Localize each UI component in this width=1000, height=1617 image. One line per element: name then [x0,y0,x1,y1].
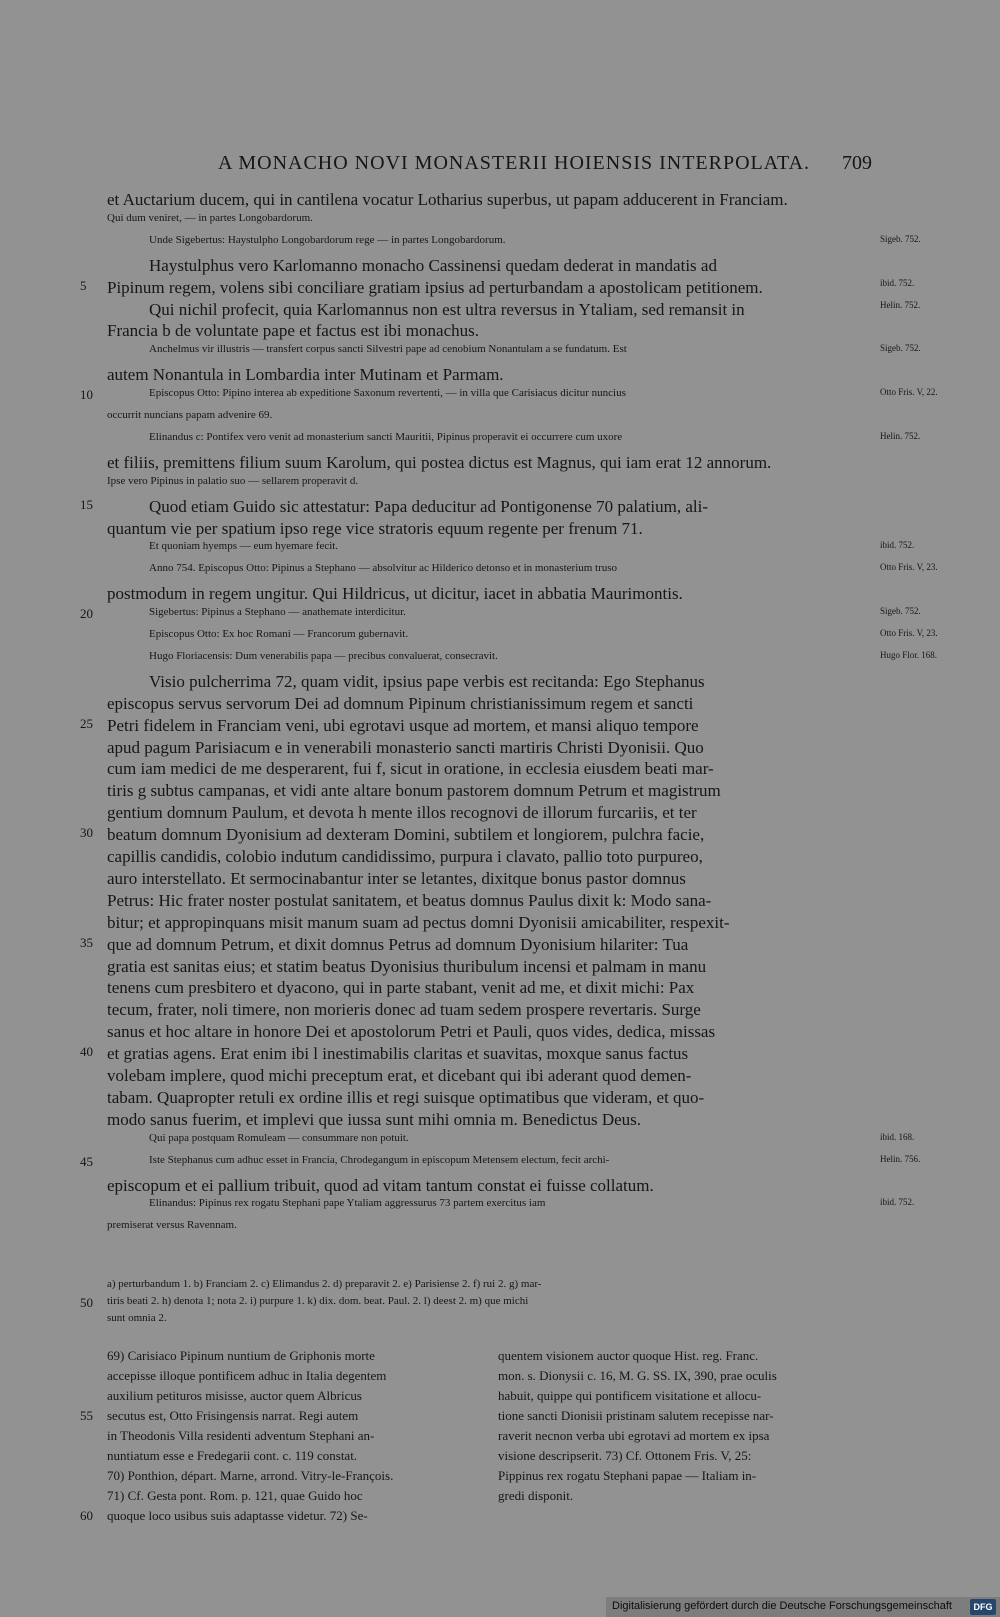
line-text: premiserat versus Ravennam. [107,1219,237,1232]
text-line [0,759,1000,781]
margin-source: Helin. 756. [880,1153,921,1164]
running-title: A MONACHO NOVI MONASTERII HOIENSIS INTERPOLATA. [218,152,811,174]
line-text: Qui nichil profecit, quia Karlomannus non est ultra reversus in Ytaliam, sed remansit in [149,299,745,319]
text-line [0,957,1000,979]
text-line [0,650,1000,672]
margin-source: Otto Fris. V, 23. [880,628,938,638]
line-text: Ipse vero Pipinus in palatio suo — sellarem properavit d. [107,474,359,487]
text-line [0,278,1000,300]
line-number: 40 [80,1044,93,1060]
text-line [0,738,1000,760]
text-line [0,321,1000,343]
line-text: que ad domnum Petrum, et dixit domnus Petrus ad domnum Dyonisium hilariter: Tua [107,934,689,954]
variant-note-text: tiris beati 2. h) denota 1; nota 2. i) purpure 1. k) dix. dom. beat. Paul. 2. l) deest 2. m) que michi [107,1295,529,1307]
footnote-text: quoque loco usibus suis adaptasse videtur. 72) Se- [107,1508,368,1523]
footnotes-left-column [80,1348,482,1528]
line-text: gratia est sanitas eius; et statim beatus Dyonisius thuribulum incensi et palmam in manu [107,956,707,976]
text-line [0,409,1000,431]
margin-source: ibid. 752. [880,277,915,288]
text-line [0,453,1000,475]
text-line [0,694,1000,716]
line-text: Iste Stephanus cum adhuc esset in Francia, Chrodegangum in episcopum Metensem electum, fecit archi- [149,1153,610,1166]
footnote-line: quentem visionem auctor quoque Hist. reg. Franc. [498,1348,759,1363]
text-line [0,300,1000,322]
line-text: tenens cum presbitero et dyacono, qui in parte stabant, venit ad me, et dixit michi: Pax [107,978,695,998]
line-text: Anno 754. Episcopus Otto: Pipinus a Stephano — absolvitur ac Hilderico detonso et in monasterium truso [149,562,618,575]
text-line [0,256,1000,278]
text-line [0,387,1000,409]
text-line [0,562,1000,584]
line-text: Et quoniam hyemps — eum hyemare fecit. [149,540,339,553]
footnotes-right-column [498,1348,876,1508]
line-text: Hugo Floriacensis: Dum venerabilis papa — precibus convaluerat, consecravit. [149,649,498,662]
text-line [0,1022,1000,1044]
footnote-line [107,1468,482,1488]
text-line [0,847,1000,869]
line-text: bitur; et appropinquans misit manum suam ad pectus domni Dyonisii amicabiliter, respexit- [107,912,730,932]
margin-source: Helin. 752. [880,430,921,441]
text-line [0,1088,1000,1110]
line-text: Visio pulcherrima 72, quam vidit, ipsius pape verbis est recitanda: Ego Stephanus [149,671,705,691]
line-text: Episcopus Otto: Ex hoc Romani — Francorum gubernavit. [149,628,409,640]
line-text: et filiis, premittens filium suum Karolum, qui postea dictus est Magnus, qui iam erat 12 annorum. [107,452,772,472]
margin-source: Otto Fris. V, 22. [880,387,938,398]
line-text: sanus et hoc altare in honore Dei et apostolorum Petri et Pauli, quos vides, dedica, missas [107,1022,716,1042]
text-line [0,1176,1000,1198]
line-text: volebam implere, quod michi preceptum erat, et dicebant qui ibi aderant quod demen- [107,1066,692,1085]
line-number: 35 [80,934,93,950]
text-line [0,475,1000,497]
line-text: Quod etiam Guido sic attestatur: Papa deducitur ad Pontigonense 70 palatium, ali- [149,496,708,516]
variant-note-text: sunt omnia 2. [107,1312,167,1324]
footnote-line [107,1388,482,1408]
line-number: 15 [80,496,93,512]
text-line [0,497,1000,519]
line-text: autem Nonantula in Lombardia inter Mutinam et Parmam. [107,365,504,385]
text-line [0,628,1000,650]
line-text: Anchelmus vir illustris — transfert corpus sancti Silvestri pape ad cenobium Nonantulam a se fundatum. Est [149,343,627,356]
text-line [0,234,1000,256]
footnote-text: accepisse illoque pontificem adhuc in Italia degentem [107,1368,387,1383]
text-line [0,891,1000,913]
footnote-line: mon. s. Dionysii c. 16, M. G. SS. IX, 390, prae oculis [498,1368,777,1383]
footnote-line [107,1368,482,1388]
line-text: tiris g subtus campanas, et vidi ante altare bonum pastorem domnum Petrum et magistrum [107,781,721,801]
text-line [0,1000,1000,1022]
dfg-footer-text: Digitalisierung gefördert durch die Deutsche Forschungsgemeinschaft [612,1600,952,1612]
line-text: capillis candidis, colobio indutum candidissimo, purpura i clavato, pallio toto purpureo, [107,847,703,866]
text-line [0,869,1000,891]
footnote-text: secutus est, Otto Frisingensis narrat. Regi autem [107,1408,359,1423]
line-text: Elinandus c: Pontifex vero venit ad monasterium sancti Mauritii, Pipinus properavit ei occurrere cum uxore [149,430,623,443]
line-text: cum iam medici de me desperarent, fui f, sicut in oratione, in ecclesia eiusdem beati mar- [107,759,714,779]
line-text: Francia b de voluntate pape et factus est ibi monachus. [107,321,479,341]
line-text: Petrus: Hic frater noster postulat sanitatem, et beatus domnus Paulus dixit k: Modo sana- [107,890,712,910]
text-line [0,913,1000,935]
variant-note-line [0,1312,1000,1329]
text-line [0,584,1000,606]
margin-source: Sigeb. 752. [880,343,921,354]
footnote-text: auxilium petituros misisse, auctor quem Albricus [107,1388,362,1403]
footnote-text: 70) Ponthion, départ. Marne, arrond. Vitry-le-François. [107,1468,394,1483]
line-text: Episcopus Otto: Pipino interea ab expeditione Saxonum revertenti, — in villa que Carisiacus dicitur nuncius [149,387,626,400]
text-line [0,190,1000,212]
variant-note-line [0,1295,1000,1312]
line-number: 55 [80,1408,93,1423]
text-line [0,803,1000,825]
text-line [0,1197,1000,1219]
footnote-line: tione sancti Dionisii pristinam salutem recepisse nar- [498,1408,774,1423]
text-line [0,212,1000,234]
line-text: Sigebertus: Pipinus a Stephano — anathemate interdicitur. [149,606,406,619]
margin-source: Sigeb. 752. [880,233,921,244]
text-line [0,606,1000,628]
dfg-logo-icon: DFG [970,1599,996,1615]
line-text: quantum vie per spatium ipso rege vice stratoris equum regente per frenum 71. [107,518,643,538]
line-text: postmodum in regem ungitur. Qui Hildricus, ut dicitur, iacet in abbatia Maurimontis. [107,584,683,604]
text-line [0,519,1000,541]
footnote-line [80,1508,482,1528]
text-line [0,431,1000,453]
line-number: 5 [80,277,87,293]
variant-note-text: a) perturbandum 1. b) Franciam 2. c) Elimandus 2. d) preparavit 2. e) Parisiense 2. f) rui 2. g) mar- [107,1278,542,1290]
line-text: tabam. Quapropter retuli ex ordine illis et regi suisque optimatibus que videram, et quo- [107,1087,705,1107]
line-number: 25 [80,715,93,731]
line-text: Qui dum veniret, — in partes Longobardorum. [107,211,313,224]
line-text: Haystulphus vero Karlomanno monacho Cassinensi quedam dederat in mandatis ad [149,255,717,275]
variant-note-line [0,1278,1000,1295]
footnote-text: 71) Cf. Gesta pont. Rom. p. 121, quae Guido hoc [107,1488,363,1503]
dfg-footer-bar [606,1597,1000,1617]
text-line [0,935,1000,957]
page-header [0,152,1000,182]
footnote-line [107,1448,482,1468]
text-line [0,978,1000,1000]
text-line [0,1066,1000,1088]
line-text: Qui papa postquam Romuleam — consummare non potuit. [149,1131,409,1144]
line-number: 50 [80,1295,93,1310]
text-line [0,1219,1000,1241]
line-text: et Auctarium ducem, qui in cantilena vocatur Lotharius superbus, ut papam adducerent in Franciam. [107,190,788,209]
margin-source: ibid. 752. [880,1197,915,1208]
text-line [0,1154,1000,1176]
line-text: Elinandus: Pipinus rex rogatu Stephani pape Ytaliam aggressurus 73 partem exercitus iam [149,1197,546,1210]
text-line [0,825,1000,847]
footnote-line [107,1488,482,1508]
line-text: occurrit nuncians papam advenire 69. [107,409,273,421]
line-text: tecum, frater, noli timere, non morieris donec ad tuam sedem prospere revertaris. Surge [107,1000,701,1020]
margin-source: ibid. 752. [880,540,915,551]
line-text: Petri fidelem in Franciam veni, ubi egrotavi usque ad mortem, et mansi aliquo tempore [107,715,699,735]
footnote-text: 69) Carisiaco Pipinum nuntium de Griphonis morte [107,1348,375,1363]
line-number: 60 [80,1508,93,1523]
footnote-line: habuit, quippe qui pontificem visitatione et allocu- [498,1388,762,1403]
margin-source: Hugo Flor. 168. [880,649,938,660]
line-text: gentium domnum Paulum, et devota h mente illos recognovi de illorum furcariis, et ter [107,803,697,823]
footnote-line [107,1428,482,1448]
page-number: 709 [842,152,872,174]
line-text: episcopum et ei pallium tribuit, quod ad vitam tantum constat ei fuisse collatum. [107,1175,654,1195]
text-line [0,1132,1000,1154]
text-line [0,540,1000,562]
margin-source: ibid. 168. [880,1131,915,1142]
line-number: 30 [80,825,93,841]
footnote-line: Pippinus rex rogatu Stephani papae — Italiam in- [498,1468,757,1483]
footnote-line: visione descripserit. 73) Cf. Ottonem Fris. V, 25: [498,1448,752,1463]
margin-source: Sigeb. 752. [880,606,921,617]
line-text: et gratias agens. Erat enim ibi l inestimabilis claritas et suavitas, moxque sanus factus [107,1044,689,1064]
footnote-line: gredi disponit. [498,1488,574,1503]
line-text: Unde Sigebertus: Haystulpho Longobardorum rege — in partes Longobardorum. [149,233,506,246]
text-line [0,1044,1000,1066]
line-text: beatum domnum Dyonisium ad dexteram Domini, subtilem et longiorem, pulchra facie, [107,825,705,845]
footnote-text: in Theodonis Villa residenti adventum Stephani an- [107,1428,375,1443]
margin-source: Otto Fris. V, 23. [880,562,938,573]
line-text: episcopus servus servorum Dei ad domnum Pipinum christianissimum regem et sancti [107,693,694,713]
footnote-line: raverit necnon verba ubi egrotavi ad mortem ex ipsa [498,1428,770,1443]
line-text: modo sanus fuerim, et implevi que iussa sunt mihi omnia m. Benedictus Deus. [107,1109,642,1129]
footnote-line [80,1408,482,1428]
footnote-line [107,1348,482,1368]
text-line [0,343,1000,365]
footnote-text: nuntiatum esse e Fredegarii cont. c. 119 constat. [107,1448,358,1463]
text-line [0,672,1000,694]
margin-source: Helin. 752. [880,299,921,310]
text-line [0,716,1000,738]
line-number: 10 [80,387,93,403]
text-line [0,365,1000,387]
text-line [0,1110,1000,1132]
line-text: Pipinum regem, volens sibi conciliare gratiam ipsius ad perturbandam a apostolicam petitionem. [107,277,763,297]
line-number: 45 [80,1153,93,1169]
line-text: apud pagum Parisiacum e in venerabili monasterio sancti martiris Christi Dyonisii. Quo [107,737,704,757]
text-line [0,781,1000,803]
line-number: 20 [80,606,93,622]
line-text: auro interstellato. Et sermocinabantur inter se letantes, dixitque bonus pastor domnus [107,868,686,888]
